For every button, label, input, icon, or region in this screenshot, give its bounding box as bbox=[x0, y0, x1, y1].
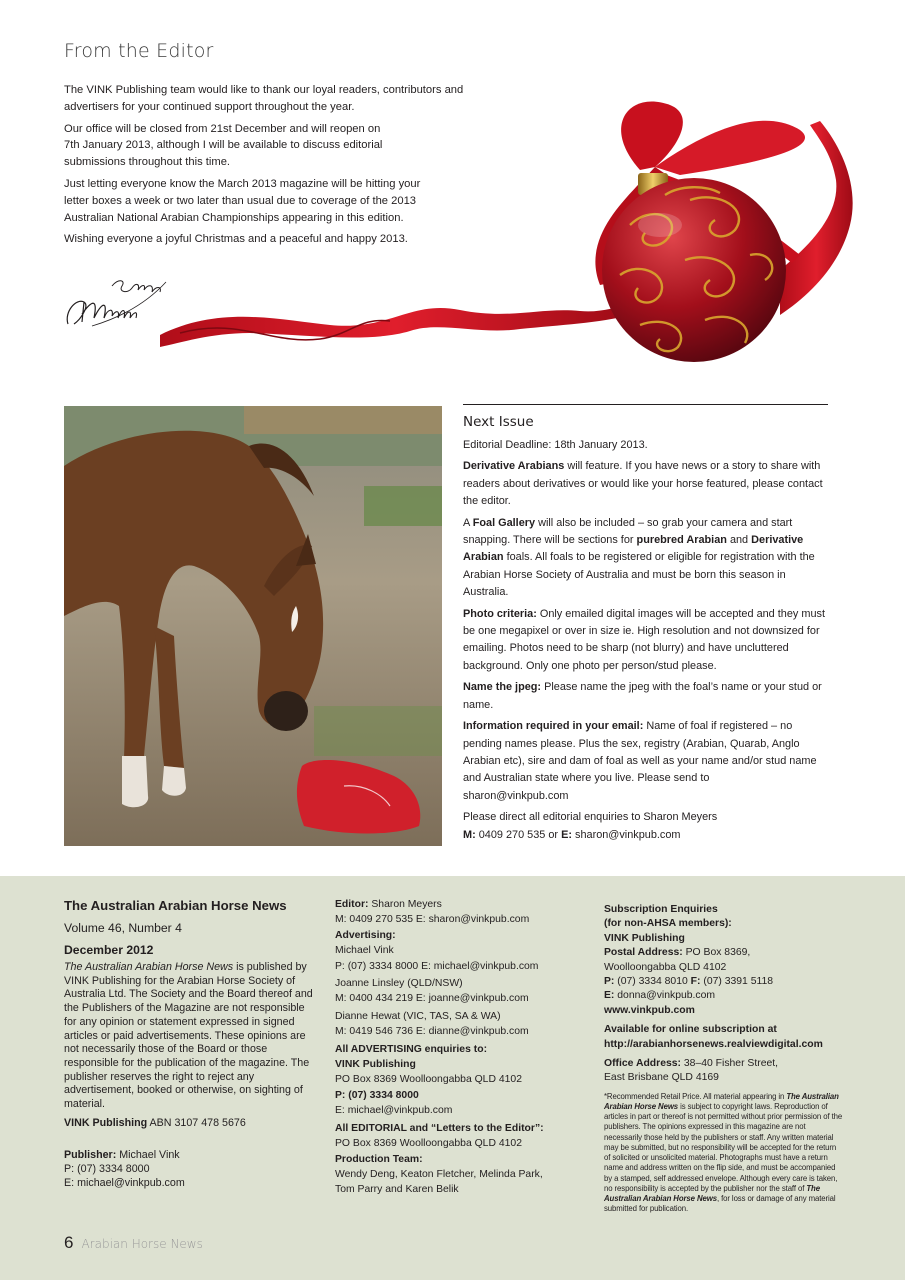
advertiser-2-name: Joanne Linsley (QLD/NSW) bbox=[335, 978, 463, 990]
office-address-2: East Brisbane QLD 4169 bbox=[604, 1072, 719, 1084]
publisher-statement: The Australian Arabian Horse News is published by VINK Publishing for the Arabian Horse Society of Australia Ltd. The Society and the Board thereof and the Publishers of the Magazine are not responsible for any opinion or statement expressed in signed articles or paid advertisements. These opinions are not necessarily those of the Board or those responsible for the publication of the magazine. The publisher reserves the right to reject any advertisement, booked or otherwise, on sighting of material. bbox=[64, 961, 313, 1111]
publication-title: The Australian Arabian Horse News bbox=[64, 898, 287, 913]
derivative-paragraph: Derivative Arabians will feature. If you have news or a story to share with readers about derivatives or would like your horse featured, please contact the editor. bbox=[463, 460, 823, 508]
photo-criteria-paragraph: Photo criteria: Only emailed digital images will be accepted and they must be one megapixel or over in size ie. High resolution and not downsized for emailing. Photos need to be sharp (not blurry) and have uncluttered background. Only one photo per person/stud please. bbox=[463, 607, 825, 672]
po-box: PO Box 8369 Woolloongabba QLD 4102 bbox=[335, 1074, 522, 1086]
name-jpeg-paragraph: Name the jpeg: Please name the jpeg with the foal’s name or your stud or name. bbox=[463, 681, 822, 711]
postal-address-2: Woolloongabba QLD 4102 bbox=[604, 961, 727, 973]
next-issue-section bbox=[463, 404, 828, 848]
advertiser-3-contact: M: 0419 546 736 E: dianne@vinkpub.com bbox=[335, 1026, 529, 1038]
all-advertising-heading: All ADVERTISING enquiries to: bbox=[335, 1043, 488, 1055]
all-editorial-heading: All EDITORIAL and “Letters to the Editor”: bbox=[335, 1122, 544, 1134]
masthead-footer bbox=[0, 876, 905, 1280]
information-required-paragraph: Information required in your email: Name of foal if registered – no pending names please. Plus the sex, registry (Arabian, Quarab, Anglo Arabian etc), sire and dam of foal as well as your name and/or stud name and Australian state where you live. Please send to sharon@vinkpub.com bbox=[463, 720, 817, 802]
subscription-email: E: donna@vinkpub.com bbox=[604, 990, 716, 1002]
editorial-deadline: Editorial Deadline: 18th January 2013. bbox=[463, 439, 648, 451]
production-team-heading: Production Team: bbox=[335, 1153, 423, 1165]
abn-line: VINK Publishing ABN 3107 478 5676 bbox=[64, 1116, 246, 1129]
subscription-subheading: (for non-AHSA members): bbox=[604, 918, 732, 930]
publisher-line: Publisher: Michael Vink bbox=[64, 1149, 180, 1162]
info-email-link[interactable]: sharon@vinkpub.com bbox=[463, 789, 569, 802]
foal-photo bbox=[64, 406, 442, 846]
advertising-heading: Advertising: bbox=[335, 929, 396, 941]
next-issue-title: Next Issue bbox=[463, 414, 534, 430]
advertiser-2-contact: M: 0400 434 219 E: joanne@vinkpub.com bbox=[335, 993, 529, 1005]
masthead-column-2 bbox=[335, 897, 565, 1198]
website-link[interactable]: www.vinkpub.com bbox=[604, 1004, 695, 1016]
editor-paragraph-2: Our office will be closed from 21st December and will reopen on 7th January 2013, although I will be available to discuss editorial submissions throughout this time. bbox=[64, 122, 383, 169]
editor-paragraph-3: Just letting everyone know the March 2013 magazine will be hitting your letter boxes a week or two later than usual due to coverage of the 2013 Australian National Arabian Championships appearing in this edition. bbox=[64, 177, 421, 224]
advertising-phone: P: (07) 3334 8000 bbox=[335, 1089, 419, 1101]
publisher-email: E: michael@vinkpub.com bbox=[64, 1176, 185, 1189]
advertising-email: E: michael@vinkpub.com bbox=[335, 1105, 453, 1117]
online-subscription-url[interactable]: http://arabianhorsenews.realviewdigital.com bbox=[604, 1038, 823, 1050]
advertiser-1-name: Michael Vink bbox=[335, 945, 394, 957]
masthead-column-3 bbox=[604, 903, 844, 1214]
issue-date: December 2012 bbox=[64, 943, 154, 957]
page-folio bbox=[64, 1233, 203, 1253]
magazine-name: Arabian Horse News bbox=[81, 1237, 203, 1251]
production-team: Wendy Deng, Keaton Fletcher, Melinda Park, Tom Parry and Karen Belik bbox=[335, 1168, 543, 1196]
vink-publishing: VINK Publishing bbox=[335, 1059, 416, 1071]
advertiser-1-contact: P: (07) 3334 8000 E: michael@vinkpub.com bbox=[335, 960, 539, 972]
advertiser-3-name: Dianne Hewat (VIC, TAS, SA & WA) bbox=[335, 1010, 501, 1022]
subscription-vink: VINK Publishing bbox=[604, 932, 685, 944]
subscription-phone-fax: P: (07) 3334 8010 F: (07) 3391 5118 bbox=[604, 976, 774, 988]
subscription-heading: Subscription Enquiries bbox=[604, 904, 718, 915]
postal-address: Postal Address: PO Box 8369, bbox=[604, 947, 751, 959]
publisher-phone: P: (07) 3334 8000 bbox=[64, 1163, 150, 1176]
christmas-bauble-illustration bbox=[160, 85, 905, 380]
foal-gallery-paragraph: A Foal Gallery will also be included – so grab your camera and start snapping. There will be sections for purebred Arabian and Derivative Arabian foals. All foals to be registered or eligible for registration with the Arabian Horse Society of Australia and must be born this season in Australia. bbox=[463, 516, 815, 599]
office-address: Office Address: 38–40 Fisher Street, bbox=[604, 1058, 779, 1070]
editor-paragraph-1: The VINK Publishing team would like to thank our loyal readers, contributors and advertisers for your continued support throughout the year. bbox=[64, 84, 464, 113]
direct-enquiries-paragraph: Please direct all editorial enquiries to Sharon Meyers M: 0409 270 535 or E: sharon@vinkpub.com bbox=[463, 811, 718, 841]
online-subscription: Available for online subscription at bbox=[604, 1024, 777, 1036]
editor-title: From the Editor bbox=[64, 40, 214, 62]
editor-line: Editor: Sharon Meyers bbox=[335, 899, 442, 910]
editor-paragraph-4: Wishing everyone a joyful Christmas and a peaceful and happy 2013. bbox=[64, 233, 408, 246]
editor-signature bbox=[62, 262, 170, 332]
volume-number: Volume 46, Number 4 bbox=[64, 921, 182, 935]
editor-contact: M: 0409 270 535 E: sharon@vinkpub.com bbox=[335, 914, 530, 926]
copyright-notice: *Recommended Retail Price. All material appearing in The Australian Arabian Horse News is subject to copyright laws. Reproduction of articles in part or thereof is not permitted without prior permission of the publishers. The opinions expressed in this magazine are not necessarily those held by the publishers or staff. Any written material may be submitted, but no responsibility will be accepted for the return of solicited or unsolicited material. Photographs must have a return name and address written on the flip side, and must be accompanied by a stamped, self addressed envelope. Although every care is taken, no responsibility is accepted by the publisher nor the staff of The Australian Arabian Horse News, for loss or damage of any material submitted for publication. bbox=[604, 1091, 843, 1214]
masthead-column-1 bbox=[64, 897, 314, 1191]
editorial-po-box: PO Box 8369 Woolloongabba QLD 4102 bbox=[335, 1138, 522, 1150]
page-number: 6 bbox=[64, 1233, 74, 1252]
